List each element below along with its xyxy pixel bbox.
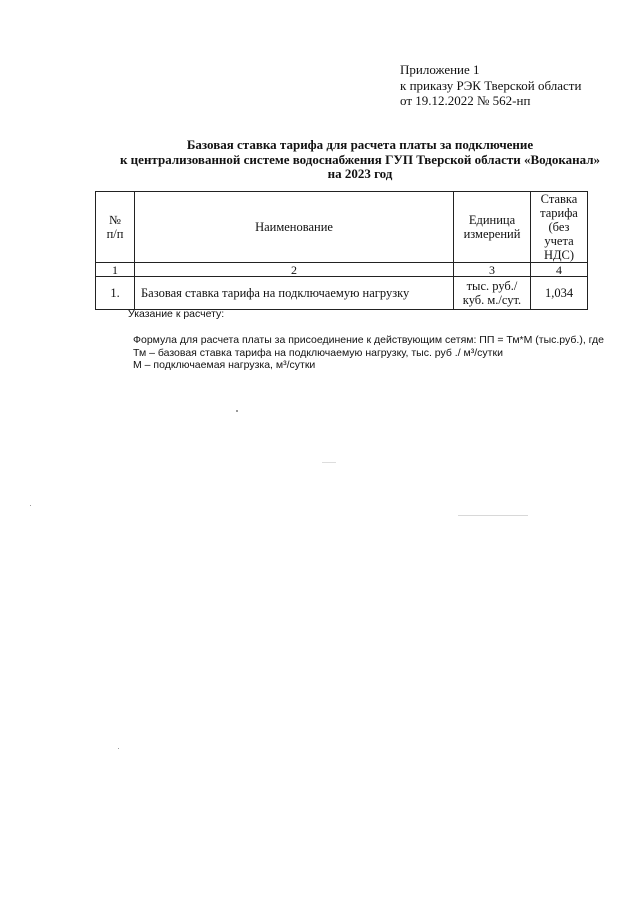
header-num: № п/п	[96, 192, 135, 263]
document-title	[60, 138, 640, 182]
header-name: Наименование	[135, 192, 454, 263]
appendix-line: к приказу РЭК Тверской области	[400, 77, 582, 93]
header-unit: Единица измерений	[454, 192, 531, 263]
row-unit: тыс. руб./ куб. м./сут.	[454, 277, 531, 310]
appendix-reference	[400, 62, 581, 109]
scan-speck	[458, 515, 528, 516]
formula-line: М – подключаемая нагрузка, м³/сутки	[133, 359, 316, 371]
row-num: 1.	[96, 277, 135, 310]
appendix-line: Приложение 1	[400, 62, 480, 77]
tariff-table	[95, 191, 588, 310]
formula-line: Тм – базовая ставка тарифа на подключаемую нагрузку, тыс. руб ./ м³/сутки	[133, 346, 503, 359]
column-number: 1	[96, 263, 135, 277]
title-line: на 2023 год	[327, 166, 393, 181]
scan-speck	[30, 505, 31, 506]
header-rate: Ставка тарифа (без учета НДС)	[531, 192, 588, 263]
title-line: Базовая ставка тарифа для расчета платы за подключение	[186, 137, 534, 152]
table-row	[96, 277, 588, 310]
scan-speck	[118, 748, 119, 749]
row-rate: 1,034	[531, 277, 588, 310]
column-number: 3	[454, 263, 531, 277]
row-name: Базовая ставка тарифа на подключаемую нагрузку	[135, 277, 454, 310]
appendix-line: от 19.12.2022 № 562-нп	[400, 93, 531, 108]
title-line: к централизованной системе водоснабжения ГУП Тверской области «Водоканал»	[119, 151, 601, 167]
formula-line: Формула для расчета платы за присоединение к действующим сетям: ПП = Тм*М (тыс.руб.), где	[133, 334, 604, 346]
table-header-row	[96, 192, 588, 263]
scan-speck	[236, 410, 238, 412]
calculation-formula	[133, 334, 604, 372]
scan-speck	[322, 462, 336, 463]
column-number-row	[96, 263, 588, 277]
column-number: 4	[531, 263, 588, 277]
column-number: 2	[135, 263, 454, 277]
calculation-note-heading: Указание к расчету:	[128, 308, 225, 320]
